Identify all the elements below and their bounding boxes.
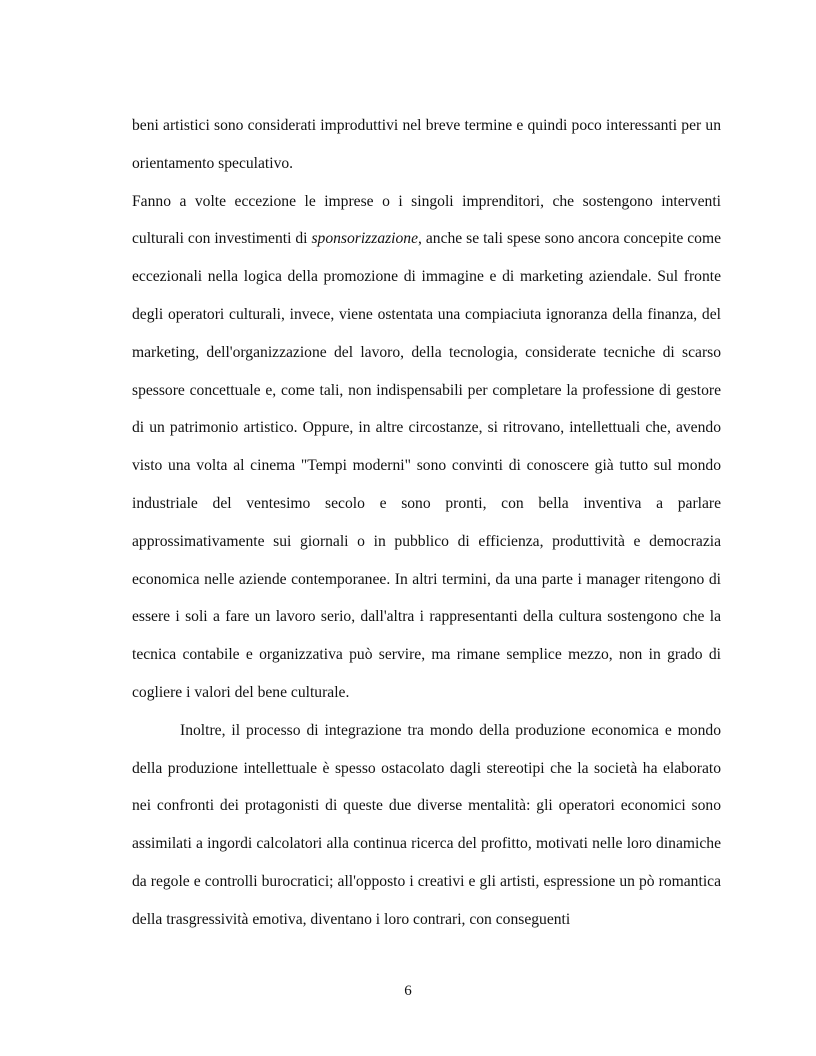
paragraph-2 (132, 183, 721, 712)
emphasis-sponsorizzazione: sponsorizzazione (311, 230, 419, 248)
paragraph-3: Inoltre, il processo di integrazione tra mondo della produzione economica e mondo della produzione intellettuale è spesso ostacolato dagli stereotipi che la società ha elaborato nei confronti dei protagonisti di queste due diverse mentalità: gli operatori economici sono assimilati a ingordi calcolatori alla continua ricerca del profitto, motivati nelle loro dinamiche da regole e controlli burocratici; all'opposto i creativi e gli artisti, espressione un pò romantica della trasgressività emotiva, diventano i loro contrari, con conseguenti (132, 721, 721, 928)
paragraph-2-part-1: Fanno a volte eccezione le imprese o i singoli imprenditori, che sostengono interventi culturali con investimenti di (132, 192, 721, 248)
document-body (132, 107, 721, 939)
page-number: 6 (404, 983, 412, 999)
paragraph-1: beni artistici sono considerati improduttivi nel breve termine e quindi poco interessanti per un orientamento speculativo. (132, 117, 721, 172)
paragraph-2-part-2: , anche se tali spese sono ancora concepite come eccezionali nella logica della promozione di immagine e di marketing aziendale. Sul fronte degli operatori culturali, invece, viene ostentata una compiaciuta ignoranza della finanza, del marketing, dell'organizzazione del lavoro, della tecnologia, considerate tecniche di scarso spessore concettuale e, come tali, non indispensabili per completare la professione di gestore di un patrimonio artistico. Oppure, in altre circostanze, si ritrovano, intellettuali che, avendo visto una volta al cinema "Tempi moderni" sono convinti di conoscere già tutto sul mondo industriale del ventesimo secolo e sono pronti, con bella inventiva a parlare approssimativamente sui giornali o in pubblico di efficienza, produttività e democrazia economica nelle aziende contemporanee. In altri termini, da una parte i manager ritengono di essere i soli a fare un lavoro serio, dall'altra i rappresentanti della cultura sostengono che la tecnica contabile e organizzativa può servire, ma rimane semplice mezzo, non in grado di cogliere i valori del bene culturale. (132, 230, 721, 701)
